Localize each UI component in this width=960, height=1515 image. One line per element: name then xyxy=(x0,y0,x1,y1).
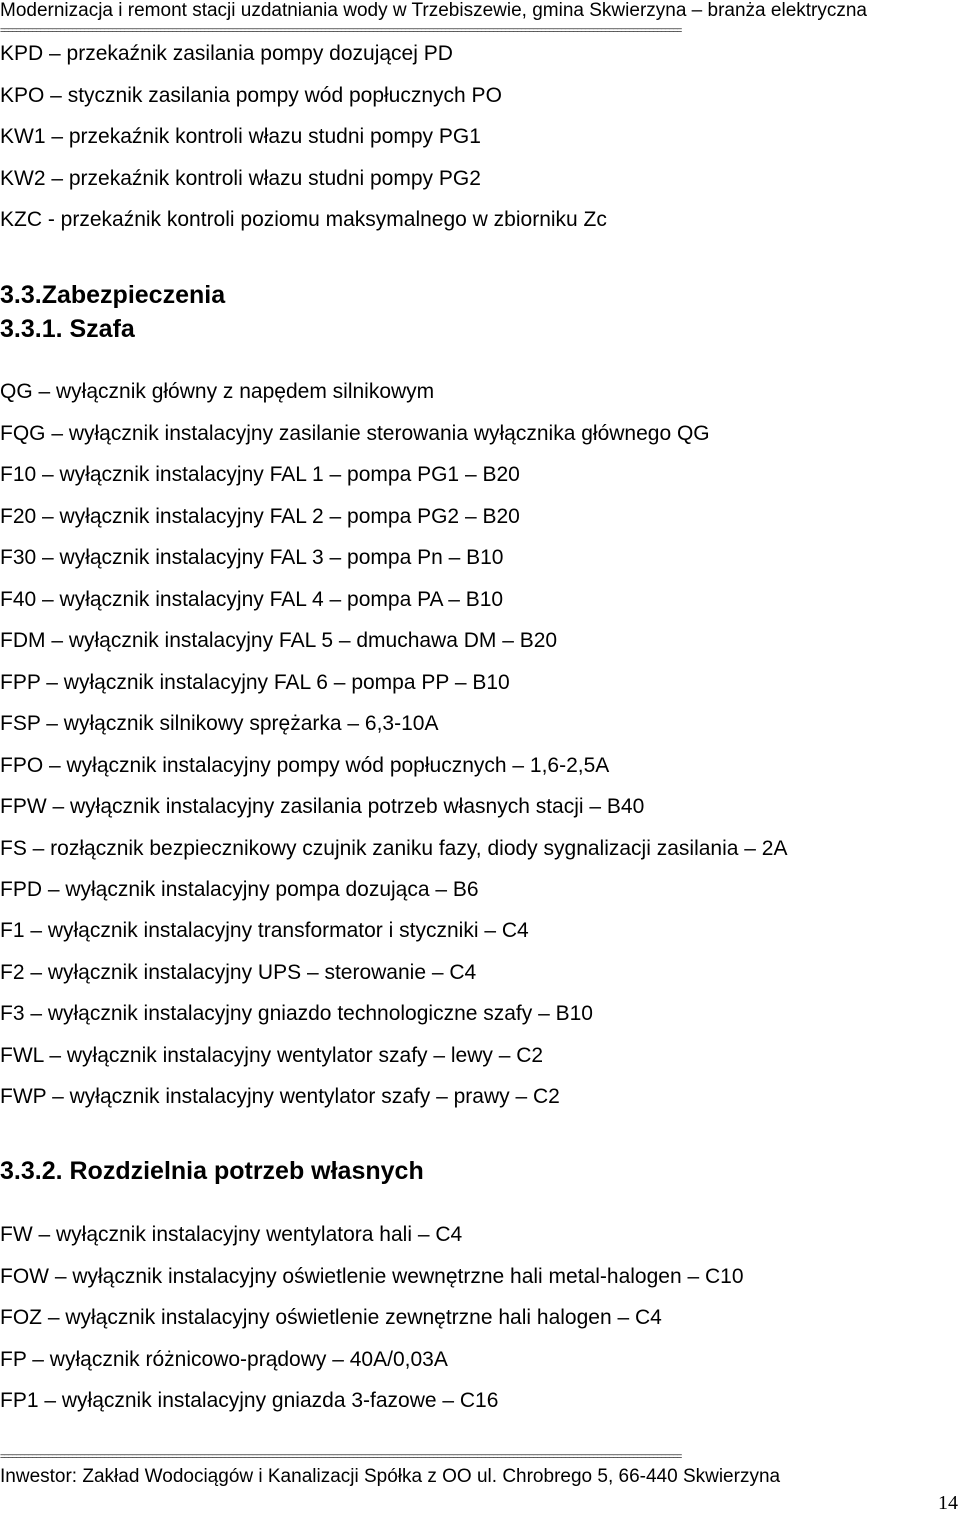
relay-item-kpd: KPD – przekaźnik zasilania pompy dozującej PD xyxy=(0,42,453,65)
subsection-heading-szafa: 3.3.1. Szafa xyxy=(0,315,135,343)
szafa-item: FSP – wyłącznik silnikowy sprężarka – 6,3-10A xyxy=(0,712,439,735)
szafa-item: F20 – wyłącznik instalacyjny FAL 2 – pompa PG2 – B20 xyxy=(0,505,520,528)
rozdzielnia-item: FP – wyłącznik różnicowo-prądowy – 40A/0,03A xyxy=(0,1348,448,1371)
szafa-item: FS – rozłącznik bezpiecznikowy czujnik zaniku fazy, diody sygnalizacji zasilania – 2A xyxy=(0,837,788,860)
szafa-item: F40 – wyłącznik instalacyjny FAL 4 – pompa PA – B10 xyxy=(0,588,504,611)
footer-rule: ========================================================================================================================================================================== xyxy=(0,1452,681,1461)
section-heading: 3.3.Zabezpieczenia xyxy=(0,281,226,309)
szafa-item: FDM – wyłącznik instalacyjny FAL 5 – dmuchawa DM – B20 xyxy=(0,629,558,652)
rozdzielnia-item: FP1 – wyłącznik instalacyjny gniazda 3-fazowe – C16 xyxy=(0,1389,499,1412)
page-header: Modernizacja i remont stacji uzdatniania wody w Trzebiszewie, gmina Skwierzyna – branża elektryczna xyxy=(0,0,867,21)
szafa-item: FQG – wyłącznik instalacyjny zasilanie sterowania wyłącznika głównego QG xyxy=(0,422,710,445)
szafa-item: F3 – wyłącznik instalacyjny gniazdo technologiczne szafy – B10 xyxy=(0,1002,593,1025)
szafa-item: FWL – wyłącznik instalacyjny wentylator szafy – lewy – C2 xyxy=(0,1044,544,1067)
szafa-item: FPD – wyłącznik instalacyjny pompa dozująca – B6 xyxy=(0,878,479,901)
relay-item-kw2: KW2 – przekaźnik kontroli włazu studni pompy PG2 xyxy=(0,167,481,190)
szafa-item: F1 – wyłącznik instalacyjny transformator i styczniki – C4 xyxy=(0,919,529,942)
relay-item-kw1: KW1 – przekaźnik kontroli włazu studni pompy PG1 xyxy=(0,125,481,148)
szafa-item: F10 – wyłącznik instalacyjny FAL 1 – pompa PG1 – B20 xyxy=(0,463,520,486)
footer-investor: Inwestor: Zakład Wodociągów i Kanalizacji Spółka z OO ul. Chrobrego 5, 66-440 Skwierzyna xyxy=(0,1466,781,1487)
szafa-item: FPW – wyłącznik instalacyjny zasilania potrzeb własnych stacji – B40 xyxy=(0,795,645,818)
szafa-item: QG – wyłącznik główny z napędem silnikowym xyxy=(0,380,435,403)
relay-item-kpo: KPO – stycznik zasilania pompy wód popłucznych PO xyxy=(0,84,502,107)
szafa-item: F2 – wyłącznik instalacyjny UPS – sterowanie – C4 xyxy=(0,961,477,984)
szafa-item: FWP – wyłącznik instalacyjny wentylator szafy – prawy – C2 xyxy=(0,1085,560,1108)
relay-item-kzc: KZC - przekaźnik kontroli poziomu maksymalnego w zbiorniku Zc xyxy=(0,208,607,231)
szafa-item: F30 – wyłącznik instalacyjny FAL 3 – pompa Pn – B10 xyxy=(0,546,504,569)
rozdzielnia-item: FOW – wyłącznik instalacyjny oświetlenie wewnętrzne hali metal-halogen – C10 xyxy=(0,1265,744,1288)
page-number: 14 xyxy=(938,1492,958,1514)
rozdzielnia-item: FW – wyłącznik instalacyjny wentylatora hali – C4 xyxy=(0,1223,463,1246)
header-rule: ========================================================================================================================================================================== xyxy=(0,26,681,35)
szafa-item: FPO – wyłącznik instalacyjny pompy wód popłucznych – 1,6-2,5A xyxy=(0,754,610,777)
rozdzielnia-item: FOZ – wyłącznik instalacyjny oświetlenie zewnętrzne hali halogen – C4 xyxy=(0,1306,662,1329)
szafa-item: FPP – wyłącznik instalacyjny FAL 6 – pompa PP – B10 xyxy=(0,671,510,694)
subsection-heading-rozdzielnia: 3.3.2. Rozdzielnia potrzeb własnych xyxy=(0,1157,424,1185)
